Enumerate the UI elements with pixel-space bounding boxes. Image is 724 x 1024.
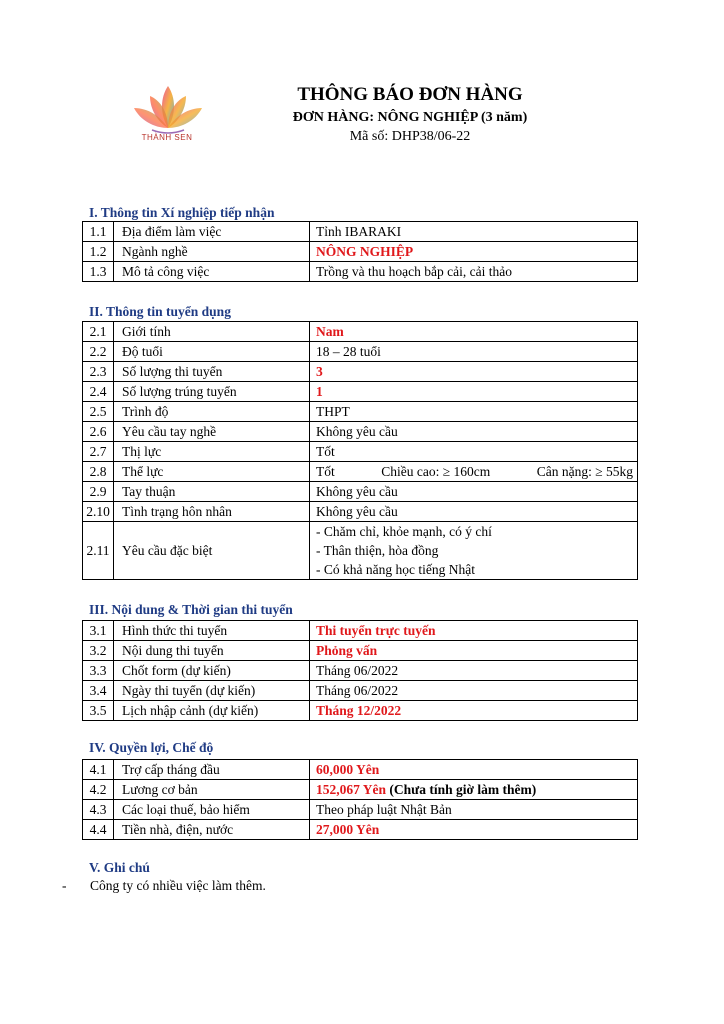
section-2-title: II. Thông tin tuyển dụng [89,304,231,319]
table-row [83,482,638,502]
table-row [83,502,638,522]
special-requirement-line: - Có khả năng học tiếng Nhật [316,562,475,577]
row-number: 3.2 [83,641,114,661]
section-1-title: I. Thông tin Xí nghiệp tiếp nhận [89,205,275,220]
physical-requirements [316,463,633,481]
row-number: 2.10 [83,502,114,522]
table-row [83,362,638,382]
row-value: Trồng và thu hoạch bắp cải, cải thảo [310,262,638,282]
row-number: 2.5 [83,402,114,422]
row-value: Tỉnh IBARAKI [310,222,638,242]
row-value: Tháng 12/2022 [310,701,638,721]
row-number: 2.7 [83,442,114,462]
page-subtitle: ĐƠN HÀNG: NÔNG NGHIỆP (3 năm) [292,110,528,125]
weight-requirement: Cân nặng: ≥ 55kg [536,463,633,479]
row-label: Yêu cầu tay nghề [114,422,310,442]
row-number: 1.1 [83,222,114,242]
row-label: Địa điểm làm việc [114,222,310,242]
row-number: 2.11 [83,522,114,580]
physical-condition: Tốt [316,463,335,479]
row-number: 2.4 [83,382,114,402]
row-label: Chốt form (dự kiến) [114,661,310,681]
row-number: 2.8 [83,462,114,482]
table-row [83,462,638,482]
section-4-title: IV. Quyền lợi, Chế độ [89,740,214,755]
table-row [83,701,638,721]
row-value: THPT [310,402,638,422]
row-number: 1.2 [83,242,114,262]
height-requirement: Chiều cao: ≥ 160cm [381,463,491,479]
row-number: 3.3 [83,661,114,681]
row-value: 3 [310,362,638,382]
special-requirement-line: - Chăm chỉ, khỏe mạnh, có ý chí [316,524,492,539]
row-number: 2.2 [83,342,114,362]
special-requirement-line: - Thân thiện, hòa đồng [316,543,439,558]
row-label: Lịch nhập cảnh (dự kiến) [114,701,310,721]
row-value: NÔNG NGHIỆP [310,242,638,262]
table-row [83,242,638,262]
page-title: THÔNG BÁO ĐƠN HÀNG [297,84,523,105]
row-value: 1 [310,382,638,402]
row-number: 3.5 [83,701,114,721]
order-code: Mã số: DHP38/06-22 [349,129,471,144]
row-label: Trợ cấp tháng đầu [114,760,310,780]
section-4-table [82,759,638,840]
logo-text: THÀNH SEN [141,133,193,142]
row-label: Tiền nhà, điện, nước [114,820,310,840]
row-number: 3.1 [83,621,114,641]
table-row [83,442,638,462]
overtime-note: (Chưa tính giờ làm thêm) [389,781,537,797]
row-value: Phỏng vấn [310,641,638,661]
row-value: Nam [310,322,638,342]
table-row [83,522,638,580]
row-value: Thi tuyển trực tuyến [310,621,638,641]
row-label: Ngày thi tuyển (dự kiến) [114,681,310,701]
table-row [83,402,638,422]
row-value: 18 – 28 tuổi [310,342,638,362]
row-value: 27,000 Yên [310,820,638,840]
row-number: 4.4 [83,820,114,840]
note-item [62,878,266,894]
table-row [83,322,638,342]
row-number: 2.1 [83,322,114,342]
row-number: 2.3 [83,362,114,382]
row-label: Các loại thuế, bảo hiểm [114,800,310,820]
table-row [83,800,638,820]
row-label: Thể lực [114,462,310,482]
table-row [83,681,638,701]
section-2-table [82,321,638,580]
row-label: Thị lực [114,442,310,462]
row-value: Theo pháp luật Nhật Bản [310,800,638,820]
table-row [83,422,638,442]
row-number: 4.3 [83,800,114,820]
section-3-title: III. Nội dung & Thời gian thi tuyển [89,602,293,617]
row-number: 3.4 [83,681,114,701]
row-label: Hình thức thi tuyển [114,621,310,641]
note-bullet: - [62,878,67,893]
row-value: Tháng 06/2022 [310,681,638,701]
row-value [310,462,638,482]
row-number: 4.1 [83,760,114,780]
row-value: Tốt [310,442,638,462]
table-row [83,621,638,641]
section-3-table [82,620,638,721]
row-number: 2.6 [83,422,114,442]
row-label: Yêu cầu đặc biệt [114,522,310,580]
row-value [310,780,638,800]
row-value: Tháng 06/2022 [310,661,638,681]
row-number: 2.9 [83,482,114,502]
row-label: Số lượng trúng tuyển [114,382,310,402]
row-label: Tình trạng hôn nhân [114,502,310,522]
row-label: Ngành nghề [114,242,310,262]
row-label: Trình độ [114,402,310,422]
section-1-table [82,221,638,282]
row-value: Không yêu cầu [310,482,638,502]
row-value: 60,000 Yên [310,760,638,780]
row-value [310,522,638,580]
row-label: Giới tính [114,322,310,342]
row-label: Mô tả công việc [114,262,310,282]
row-label: Số lượng thi tuyển [114,362,310,382]
table-row [83,780,638,800]
table-row [83,382,638,402]
section-5-title: V. Ghi chú [89,860,150,875]
table-row [83,222,638,242]
row-number: 4.2 [83,780,114,800]
row-value: Không yêu cầu [310,502,638,522]
table-row [83,661,638,681]
row-label: Tay thuận [114,482,310,502]
table-row [83,820,638,840]
note-text: Công ty có nhiều việc làm thêm. [90,878,266,893]
row-label: Độ tuổi [114,342,310,362]
row-label: Nội dung thi tuyển [114,641,310,661]
table-row [83,342,638,362]
row-value: Không yêu cầu [310,422,638,442]
row-label: Lương cơ bản [114,780,310,800]
table-row [83,262,638,282]
table-row [83,760,638,780]
basic-salary: 152,067 Yên [316,781,386,797]
row-number: 1.3 [83,262,114,282]
table-row [83,641,638,661]
